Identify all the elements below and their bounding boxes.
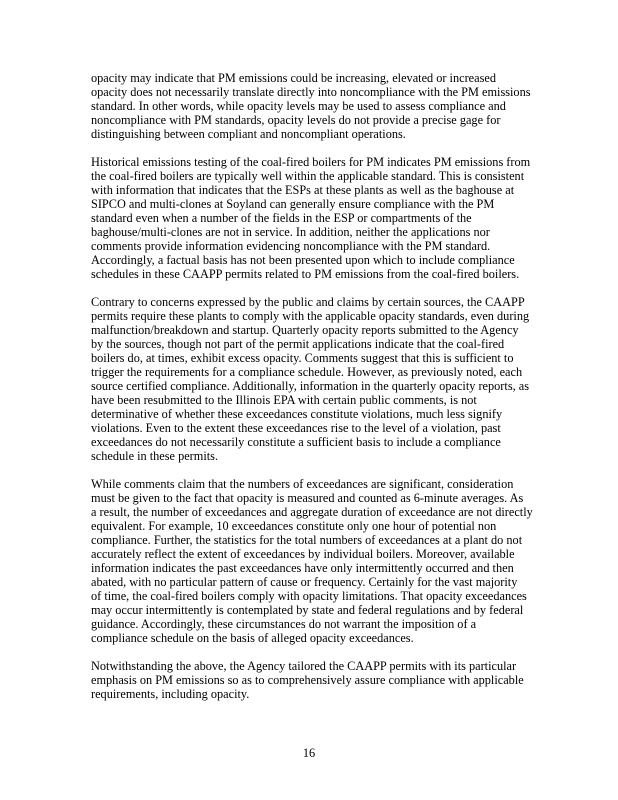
- text-line: emphasis on PM emissions so as to comprehensively assure compliance with applicable: [91, 673, 524, 687]
- text-line: While comments claim that the numbers of exceedances are significant, consideration: [91, 477, 514, 491]
- text-line: equivalent. For example, 10 exceedances constitute only one hour of potential non: [91, 519, 497, 533]
- text-line: the coal-fired boilers are typically well within the applicable standard. This is consistent: [91, 169, 525, 183]
- text-line: a result, the number of exceedances and aggregate duration of exceedance are not directly: [91, 505, 533, 519]
- text-line: boilers do, at times, exhibit excess opacity. Comments suggest that this is sufficient to: [91, 351, 514, 365]
- paragraph: [91, 71, 591, 141]
- text-line: malfunction/breakdown and startup. Quarterly opacity reports submitted to the Agency: [91, 323, 519, 337]
- text-line: trigger the requirements for a compliance schedule. However, as previously noted, each: [91, 365, 523, 379]
- text-line: guidance. Accordingly, these circumstances do not warrant the imposition of a: [91, 617, 477, 631]
- text-line: distinguishing between compliant and noncompliant operations.: [91, 127, 406, 141]
- paragraph: [91, 659, 591, 701]
- text-line: source certified compliance. Additionally, information in the quarterly opacity reports, as: [91, 379, 529, 393]
- paragraph: [91, 155, 591, 281]
- text-line: may occur intermittently is contemplated by state and federal regulations and by federal: [91, 603, 524, 617]
- body-text: [91, 71, 591, 715]
- text-line: requirements, including opacity.: [91, 687, 250, 701]
- text-line: schedule in these permits.: [91, 449, 219, 463]
- text-line: accurately reflect the extent of exceedances by individual boilers. Moreover, available: [91, 547, 515, 561]
- text-line: exceedances do not necessarily constitute a sufficient basis to include a compliance: [91, 435, 501, 449]
- text-line: comments provide information evidencing noncompliance with the PM standard.: [91, 239, 491, 253]
- paragraph: [91, 295, 591, 463]
- text-line: baghouse/multi-clones are not in service. In addition, neither the applications nor: [91, 225, 490, 239]
- text-line: noncompliance with PM standards, opacity levels do not provide a precise gage for: [91, 113, 501, 127]
- text-line: SIPCO and multi-clones at Soyland can generally ensure compliance with the PM: [91, 197, 495, 211]
- text-line: by the sources, though not part of the permit applications indicate that the coal-fired: [91, 337, 505, 351]
- text-line: abated, with no particular pattern of cause or frequency. Certainly for the vast majority: [91, 575, 518, 589]
- text-line: violations. Even to the extent these exceedances rise to the level of a violation, past: [91, 421, 501, 435]
- text-line: determinative of whether these exceedances constitute violations, much less signify: [91, 407, 503, 421]
- text-line: compliance schedule on the basis of alleged opacity exceedances.: [91, 631, 414, 645]
- text-line: with information that indicates that the ESPs at these plants as well as the baghouse at: [91, 183, 515, 197]
- paragraph: [91, 477, 591, 645]
- text-line: permits require these plants to comply with the applicable opacity standards, even during: [91, 309, 530, 323]
- text-line: standard even when a number of the fields in the ESP or compartments of the: [91, 211, 472, 225]
- text-line: Notwithstanding the above, the Agency tailored the CAAPP permits with its particular: [91, 659, 517, 673]
- text-line: must be given to the fact that opacity is measured and counted as 6-minute averages. As: [91, 491, 524, 505]
- text-line: schedules in these CAAPP permits related to PM emissions from the coal-fired boilers.: [91, 267, 520, 281]
- text-line: have been resubmitted to the Illinois EPA with certain public comments, is not: [91, 393, 477, 407]
- text-line: Historical emissions testing of the coal-fired boilers for PM indicates PM emissions from: [91, 155, 531, 169]
- text-line: Accordingly, a factual basis has not been presented upon which to include compliance: [91, 253, 515, 267]
- text-line: of time, the coal-fired boilers comply with opacity limitations. That opacity exceedances: [91, 589, 527, 603]
- text-line: opacity does not necessarily translate directly into noncompliance with the PM emissions: [91, 85, 531, 99]
- page-number: 16: [302, 746, 316, 760]
- text-line: standard. In other words, while opacity levels may be used to assess compliance and: [91, 99, 506, 113]
- text-line: opacity may indicate that PM emissions could be increasing, elevated or increased: [91, 71, 496, 85]
- text-line: information indicates the past exceedances have only intermittently occurred and then: [91, 561, 514, 575]
- text-line: Contrary to concerns expressed by the public and claims by certain sources, the CAAPP: [91, 295, 525, 309]
- text-line: compliance. Further, the statistics for the total numbers of exceedances at a plant do not: [91, 533, 523, 547]
